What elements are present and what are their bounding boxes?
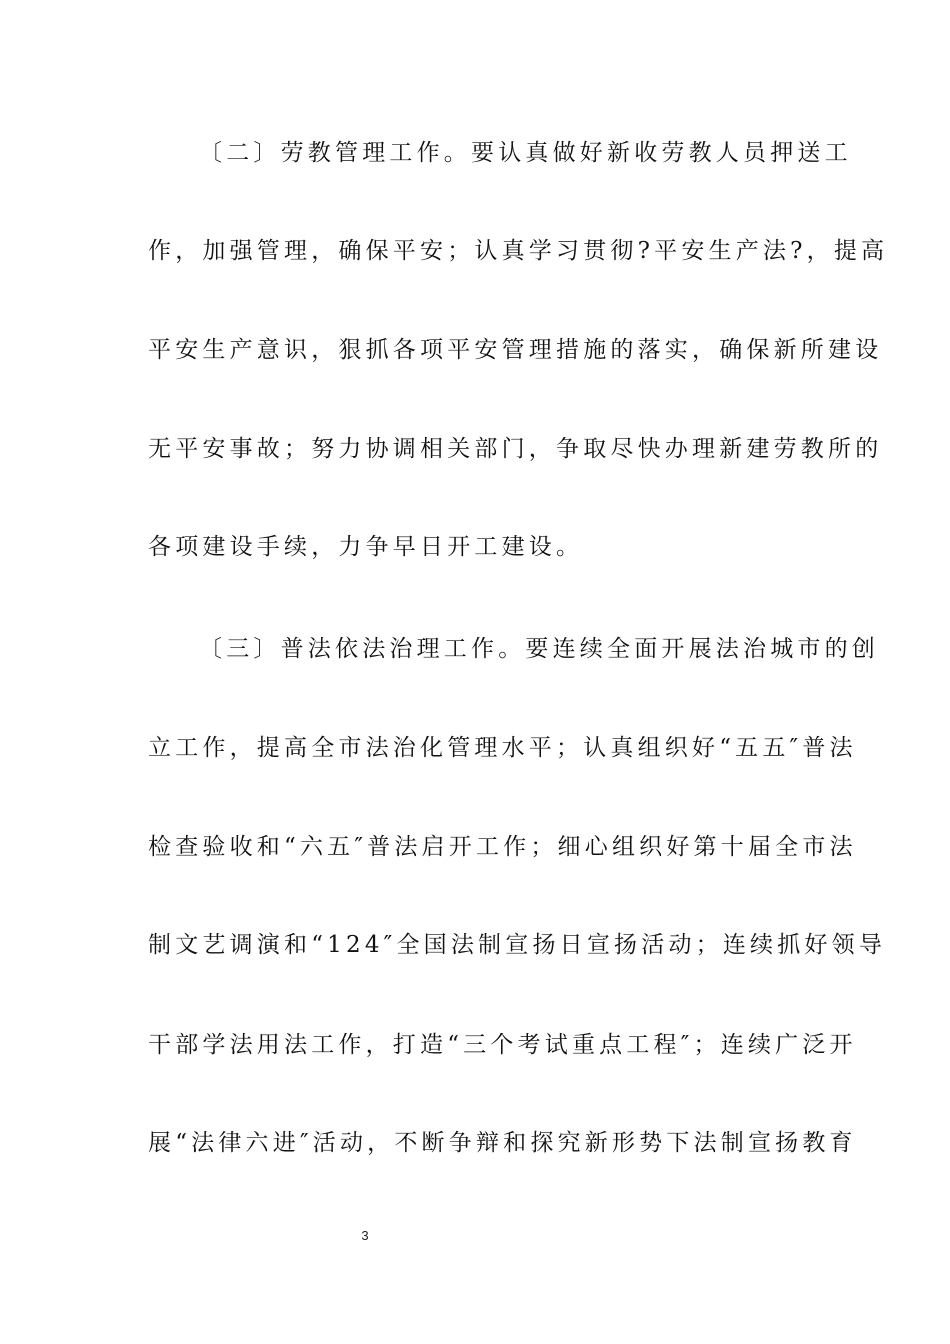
paragraph-1-line-5: 各项建设手续，力争早日开工建设。 — [148, 534, 584, 560]
paragraph-2-line-4: 制文艺调演和“124″全国法制宣扬日宣扬活动；连续抓好领导 — [148, 932, 887, 958]
paragraph-1-line-1: 〔二〕劳教管理工作。要认真做好新收劳教人员押送工 — [199, 140, 852, 166]
paragraph-1-line-2: 作，加强管理，确保平安；认真学习贯彻?平安生产法?，提高 — [148, 238, 889, 264]
paragraph-2-line-5: 干部学法用法工作，打造“三个考试重点工程″；连续广泛开 — [148, 1032, 857, 1058]
paragraph-2-line-2: 立工作，提高全市法治化管理水平；认真组织好“五五″普法 — [148, 735, 857, 761]
paragraph-2-line-6: 展“法律六进″活动，不断争辩和探究新形势下法制宣扬教育 — [148, 1130, 857, 1156]
paragraph-2-line-1: 〔三〕普法依法治理工作。要连续全面开展法治城市的创 — [199, 636, 879, 662]
paragraph-2-line-3: 检查验收和“六五″普法启开工作；细心组织好第十届全市法 — [148, 834, 857, 860]
page-number: 3 — [361, 1228, 369, 1243]
paragraph-1-line-3: 平安生产意识，狠抓各项平安管理措施的落实，确保新所建设 — [148, 337, 883, 363]
paragraph-1-line-4: 无平安事故；努力协调相关部门，争取尽快办理新建劳教所的 — [148, 436, 883, 462]
